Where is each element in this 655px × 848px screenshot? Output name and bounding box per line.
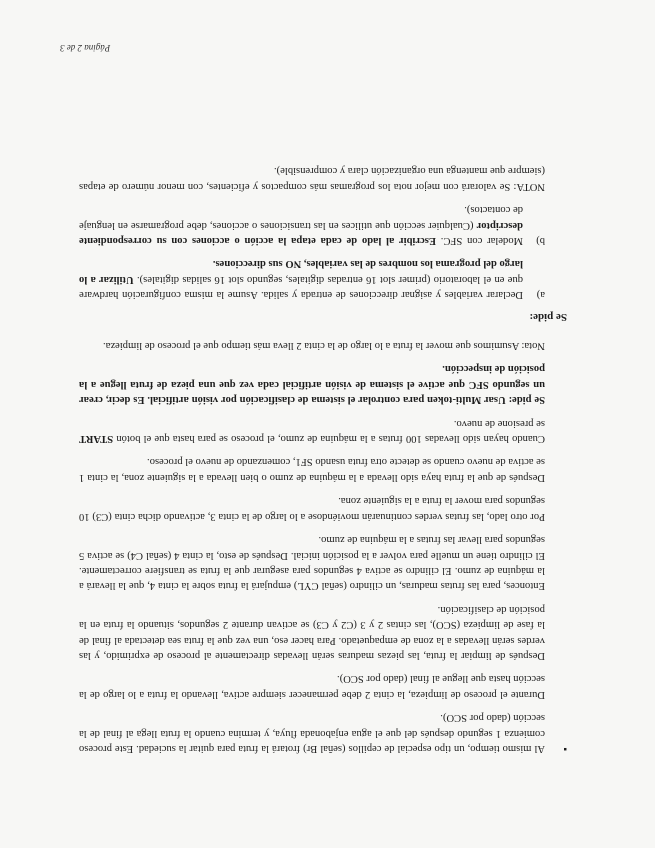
page-number: Página 2 de 3	[60, 43, 111, 53]
item-a-label: a)	[536, 289, 545, 301]
item-a-bold: Utilizar a lo largo del programa los nombres de las variables, NO sus direcciones.	[79, 258, 523, 285]
item-b-bold: Escribir al lado de cada etapa la acción o acciones con su correspondiente descriptor	[79, 219, 523, 247]
document-body	[79, 155, 567, 756]
stop-text-a: Cuando hayan sido llevadas 100 frutas a la máquina de zumo, el proceso se para hasta que el botón	[113, 433, 545, 445]
se-pide-heading: Se pide:	[529, 310, 567, 323]
paragraph-classification: Después de limpiar la fruta, las piezas maduras serán llevadas directamente al proceso de exprimido, y las verdes serán llevadas a la zona de empaquetado. Para hacer eso, una vez que la fruta sea detectada al final de la fase de limpieza (SCO), las cintas 2 y 3 (C2 y C3) se activan durante 2 segundos, situando la fruta en la posición de clasificación.	[79, 603, 545, 661]
bullet-paragraph: ▪ Al mismo tiempo, un tipo especial de cepillos (señal Br) frotará la fruta para quitar la suciedad. Este proceso comienza 1 segundo después del que el agua enjabonada fluya, y termina cuando la fruta llega al final de la sección (dado por SCO).	[79, 710, 567, 756]
item-b-text-1: Modelar con SFC.	[436, 235, 523, 247]
paragraph-restart: Después de que la fruta haya sido llevada a la máquina de zumo o bien llevada a la siguiente zona, la cinta 1 se activa de nuevo cuando se detecte otra fruta usando SF1, comenzando de nuevo el proceso.	[79, 456, 545, 483]
paragraph-green-fruit: Por otro lado, las frutas verdes continuarán moviéndose a lo largo de la cinta 3, activando dicha cinta (C3) 10 segundos para mover la fruta a la siguiente zona.	[79, 495, 545, 522]
paragraph-cleaning: Durante el proceso de limpieza, la cinta 2 debe permanecer siempre activa, llevando la fruta a lo largo de la sección hasta que llegue al final (dado por SCO).	[79, 673, 545, 700]
item-b	[79, 202, 567, 248]
nota-paragraph: NOTA: Se valorará con mejor nota los programas más compactos y eficientes, con menor número de etapas (siempre que mantenga una organización clara y comprensible).	[79, 165, 545, 192]
start-keyword: START	[79, 433, 114, 445]
item-b-text-2: (Cualquier sección que utilices en las transiciones o acciones, debe programarse en lenguaje de contactos).	[79, 204, 523, 231]
requirement-bold	[79, 361, 567, 407]
stop-text-c: se presione de nuevo.	[453, 417, 545, 429]
item-a-text: Declarar variables y asignar direcciones de entrada y salida. Asume la misma configuración hardware que en el laboratorio (primer slot 16 entradas digitales, segundo slot 16 salidas digitales).	[79, 273, 523, 301]
paragraph-ripe-fruit: Entonces, para las frutas maduras, un cilindro (señal CYL) empujará la fruta sobre la cinta 4, que la llevará a la máquina de zumo. El cilindro se activa 4 segundos para asegurar que la fruta se transfiere correctamente. El cilindro tiene un muelle para volver a la posición inicial. Después de esto, la cinta 4 (señal C4) se activa 5 segundos para llevar las frutas a la máquina de zumo.	[79, 534, 545, 592]
item-b-label: b)	[536, 235, 545, 247]
paragraph-stop	[79, 415, 567, 446]
item-a	[79, 256, 567, 302]
requirement-text: Se pide: Usar Multi-token para controlar el sistema de clasificación por visión artificial. Es decir, crear un segundo SFC que active el sistema de visión artificial cada vez que una pieza de fruta llegue a la posición de inspección.	[79, 363, 545, 406]
assumption-note: Nota: Asumimos que mover la fruta a lo largo de la cinta 2 lleva más tiempo que el proceso de limpieza.	[103, 340, 545, 352]
